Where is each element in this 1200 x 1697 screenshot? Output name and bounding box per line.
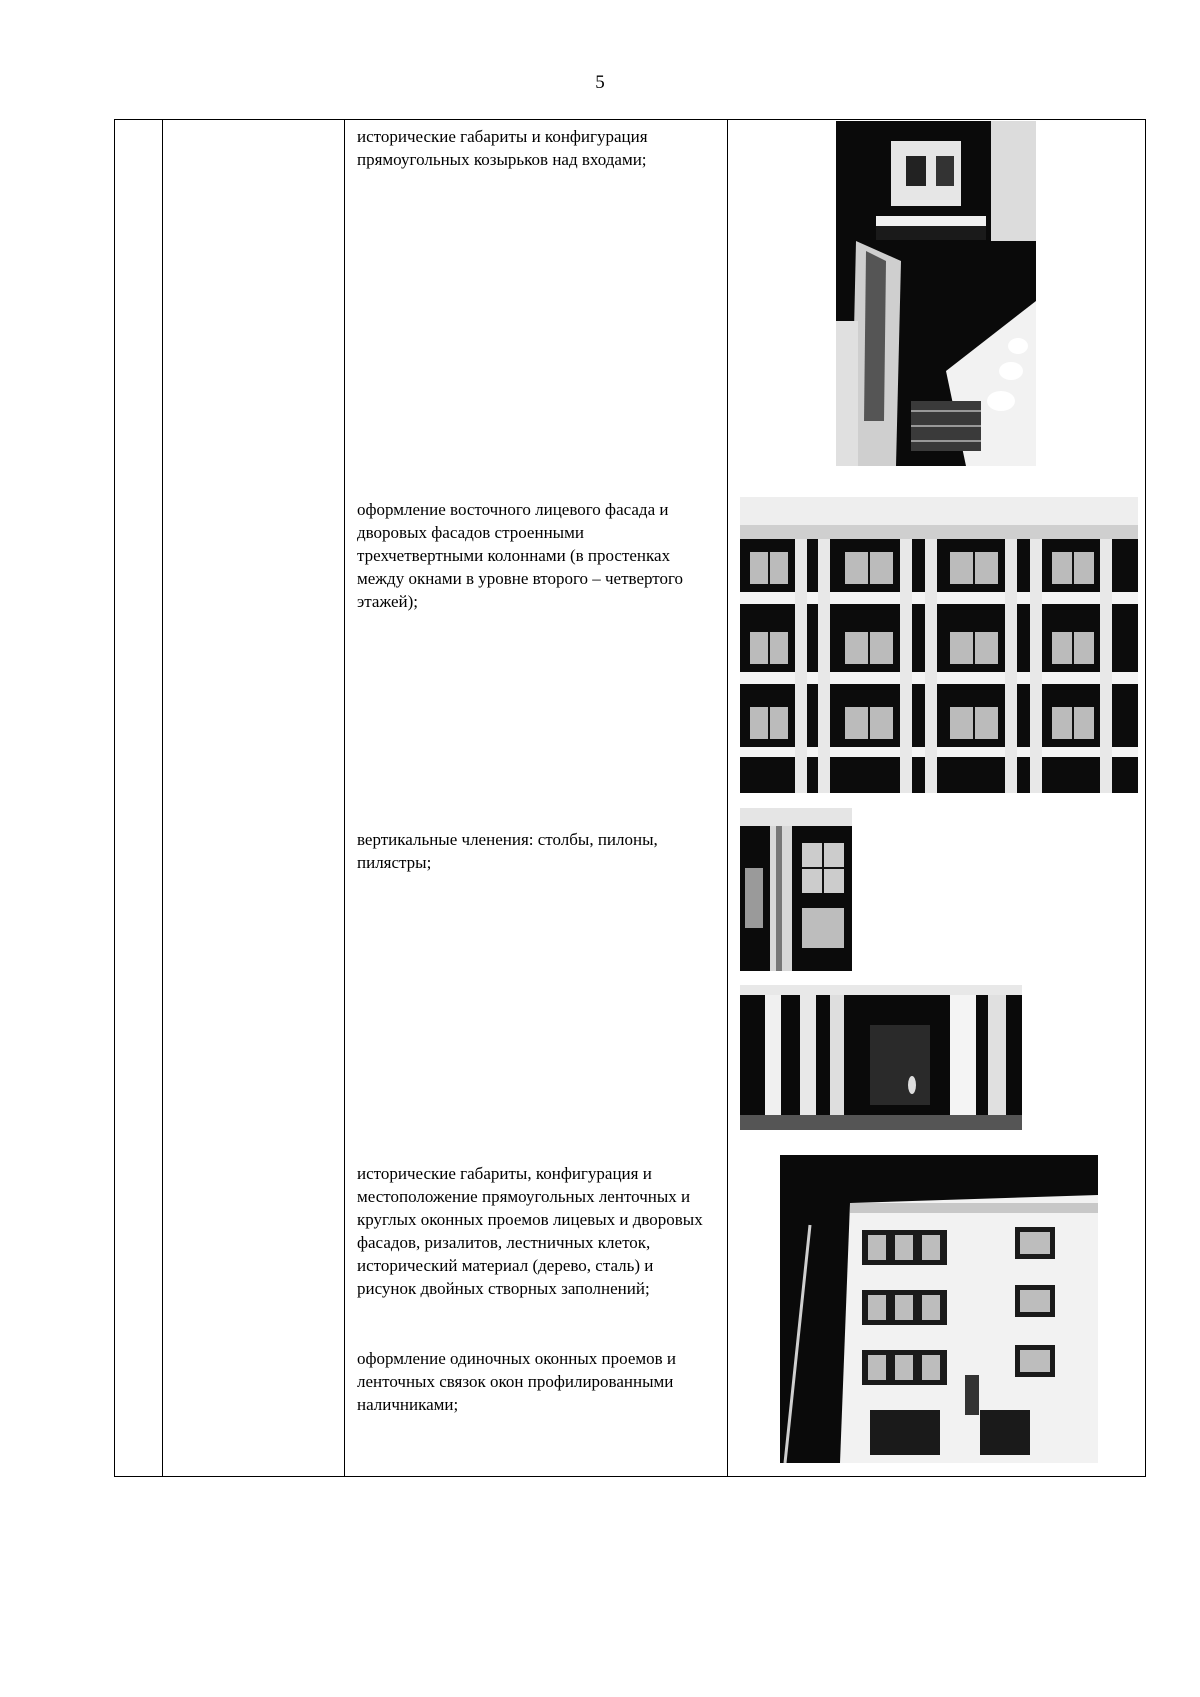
photo-entrance-pylons bbox=[740, 985, 1022, 1130]
row-text-window-openings: исторические габариты, конфигурация и местоположение прямоугольных ленточных и круглых оконных проемов лицевых и дворовых фасадов, ризалитов, лестничных клеток, исторический материал (дерево, сталь) и рисунок двойных створных заполнений; bbox=[357, 1164, 703, 1298]
photo-facade-windows bbox=[780, 1155, 1098, 1463]
photo-facade-columns bbox=[740, 497, 1138, 793]
row-text-window-casings: оформление одиночных оконных проемов и ленточных связок окон профилированными наличниками; bbox=[357, 1349, 677, 1414]
row-text-vertical-divisions: вертикальные членения: столбы, пилоны, пилястры; bbox=[357, 830, 658, 872]
column-divider-3 bbox=[727, 120, 728, 1476]
column-divider-2 bbox=[344, 120, 345, 1476]
row-text-entrance-canopies: исторические габариты и конфигурация прямоугольных козырьков над входами; bbox=[357, 127, 648, 169]
column-divider-1 bbox=[162, 120, 163, 1476]
photo-entrance-canopy bbox=[836, 121, 1036, 466]
row-text-three-quarter-columns: оформление восточного лицевого фасада и дворовых фасадов строенными трехчетвертными колоннами (в простенках между окнами в уровне второго – четвертого этажей); bbox=[357, 500, 684, 611]
photo-pilasters-detail bbox=[740, 808, 852, 971]
page-number: 5 bbox=[595, 72, 605, 93]
